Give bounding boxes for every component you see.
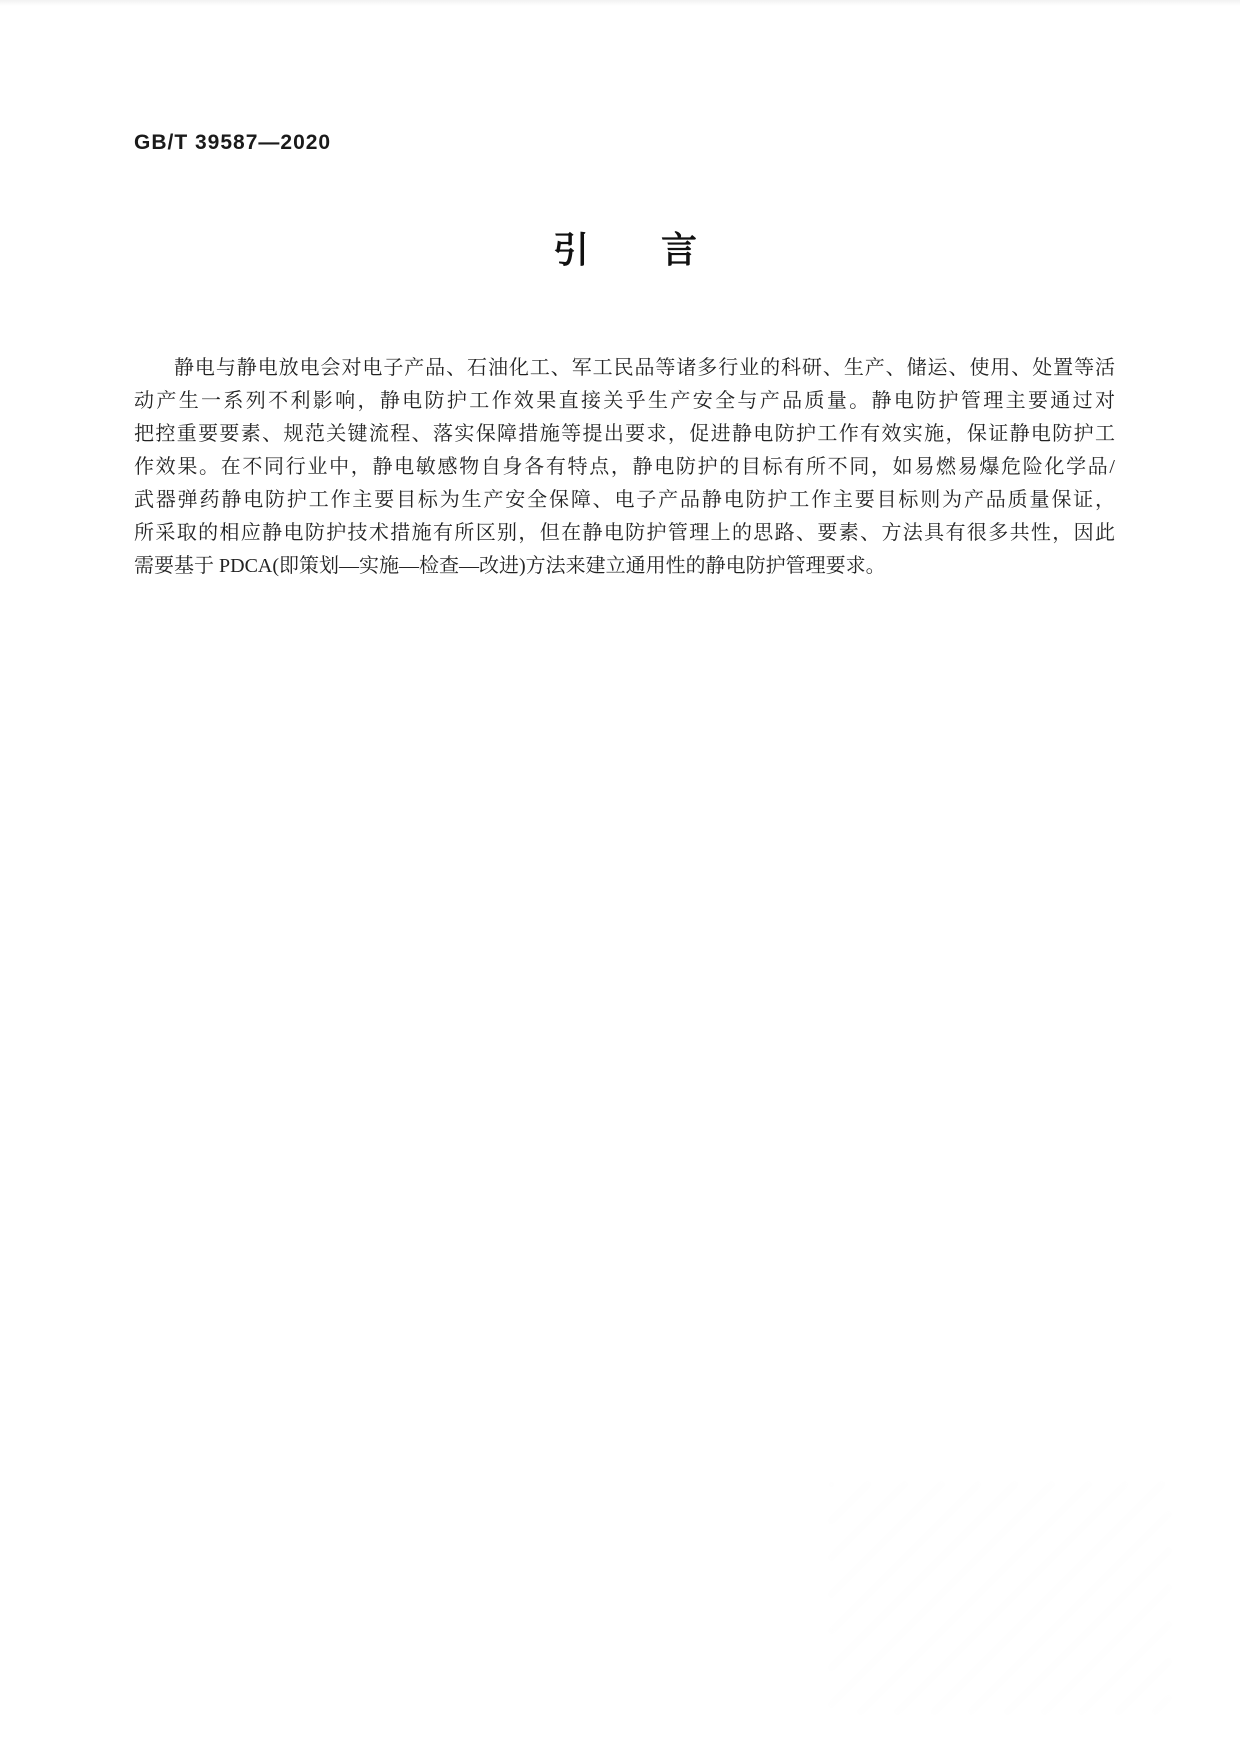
paragraph-line: 所采取的相应静电防护技术措施有所区别，但在静电防护管理上的思路、要素、方法具有很多共性，因此 bbox=[134, 522, 1115, 544]
scan-watermark-artifact bbox=[830, 1483, 1170, 1713]
introduction-paragraph bbox=[134, 352, 1115, 583]
paragraph-line: 需要基于 PDCA(即策划—实施—检查—改进)方法来建立通用性的静电防护管理要求。 bbox=[134, 555, 886, 577]
standard-number-header: GB/T 39587—2020 bbox=[134, 131, 332, 154]
paragraph-line: 动产生一系列不利影响，静电防护工作效果直接关乎生产安全与产品质量。静电防护管理主要通过对 bbox=[134, 390, 1115, 412]
paragraph-line: 武器弹药静电防护工作主要目标为生产安全保障、电子产品静电防护工作主要目标则为产品质量保证， bbox=[134, 489, 1115, 511]
scan-edge-artifact bbox=[0, 0, 1240, 6]
paragraph-line: 作效果。在不同行业中，静电敏感物自身各有特点，静电防护的目标有所不同，如易燃易爆危险化学品/ bbox=[134, 456, 1115, 478]
paragraph-line: 把控重要要素、规范关键流程、落实保障措施等提出要求，促进静电防护工作有效实施，保证静电防护工 bbox=[134, 423, 1115, 445]
paragraph-line: 静电与静电放电会对电子产品、石油化工、军工民品等诸多行业的科研、生产、储运、使用、处置等活 bbox=[174, 357, 1115, 379]
page-title: 引 言 bbox=[552, 229, 697, 270]
